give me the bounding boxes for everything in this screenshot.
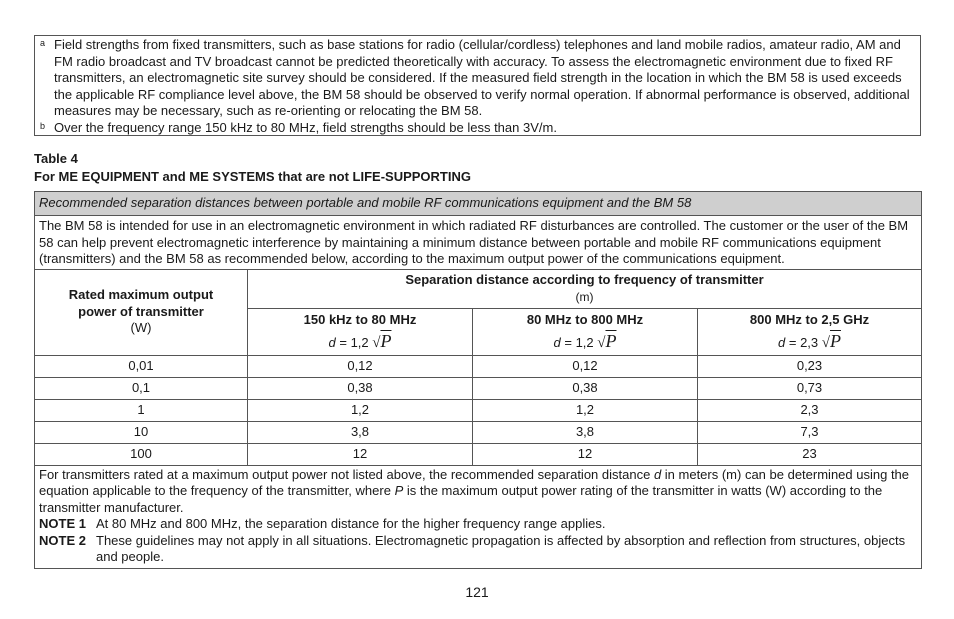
- page-content: [34, 35, 921, 569]
- cell-distance: 0,12: [248, 355, 473, 377]
- cell-distance: 1,2: [473, 399, 698, 421]
- sqrt-symbol: √: [597, 335, 606, 351]
- group-header: [248, 269, 922, 308]
- note-2: [39, 533, 917, 566]
- row-header-unit: (W): [130, 320, 152, 336]
- group-header-title: Separation distance according to frequency of transmitter: [405, 272, 764, 287]
- cell-distance: 0,73: [698, 377, 922, 399]
- table-title: For ME EQUIPMENT and ME SYSTEMS that are not LIFE-SUPPORTING: [34, 169, 471, 184]
- cell-distance: 7,3: [698, 421, 922, 443]
- cell-distance: 23: [698, 443, 922, 465]
- column-header-2: [473, 308, 698, 355]
- note-text: These guidelines may not apply in all situations. Electromagnetic propagation is affected by absorption and reflection from structures, objects and people.: [96, 532, 906, 564]
- note-label: NOTE 1: [39, 516, 86, 531]
- cell-power: 0,01: [35, 355, 248, 377]
- cell-distance: 0,38: [248, 377, 473, 399]
- cell-distance: 3,8: [248, 421, 473, 443]
- table-footer: [35, 465, 922, 568]
- column-range: 800 MHz to 2,5 GHz: [749, 311, 870, 327]
- table-row: [35, 355, 922, 377]
- table-wrap: [34, 191, 921, 569]
- cell-distance: 0,23: [698, 355, 922, 377]
- sqrt-symbol: √: [372, 335, 381, 351]
- table-number: Table 4: [34, 151, 78, 166]
- footnote-marker: a: [40, 38, 46, 48]
- footnote-text: Field strengths from fixed transmitters, such as base stations for radio (cellular/cordless) telephones and land mobile radios, amateur radio, AM and FM radio broadcast and TV broadcast cannot be predicted theoretically with accuracy. To assess the electromagnetic environment due to fixed RF transmitters, an electromagnetic site survey should be considered. If the measured field strength in the location in which the BM 58 is used exceeds the applicable RF compliance level above, the BM 58 should be observed to verify normal operation. If abnormal performance is observed, additional measures may be necessary, such as re-orienting or relocating the BM 58.: [54, 37, 910, 118]
- table-row: [35, 421, 922, 443]
- footnote-a: [40, 37, 915, 120]
- table-row: [35, 377, 922, 399]
- column-range: 80 MHz to 800 MHz: [526, 311, 644, 327]
- table-intro: The BM 58 is intended for use in an electromagnetic environment in which radiated RF disturbances are controlled. The customer or the user of the BM 58 can help prevent electromagnetic interference by maintaining a minimum distance between portable and mobile RF communications equipment (transmitters) and the BM 58 as recommended below, according to the maximum output power of the communications equipment.: [35, 216, 922, 270]
- column-formula: d = 1,2 √P: [328, 331, 392, 351]
- cell-power: 100: [35, 443, 248, 465]
- cell-distance: 0,38: [473, 377, 698, 399]
- footnote-box: [34, 35, 921, 136]
- table-row: [35, 443, 922, 465]
- table-row: [35, 399, 922, 421]
- footnote-marker: b: [40, 120, 46, 131]
- row-header: [35, 269, 248, 355]
- cell-distance: 1,2: [248, 399, 473, 421]
- cell-distance: 0,12: [473, 355, 698, 377]
- cell-distance: 3,8: [473, 421, 698, 443]
- table-caption: [34, 150, 921, 186]
- column-header-3: [698, 308, 922, 355]
- row-header-line2: power of transmitter: [78, 303, 204, 319]
- table-subtitle: Recommended separation distances between portable and mobile RF communications equipment and the BM 58: [35, 192, 922, 216]
- footnote-text: Over the frequency range 150 kHz to 80 MHz, field strengths should be less than 3V/m.: [54, 119, 557, 135]
- group-header-unit: (m): [575, 289, 594, 304]
- cell-distance: 12: [248, 443, 473, 465]
- cell-power: 10: [35, 421, 248, 443]
- footer-paragraph: For transmitters rated at a maximum output power not listed above, the recommended separation distance d in meters (m) can be determined using the equation applicable to the frequency of the transmitter, where P is the maximum output power rating of the transmitter in watts (W) according to the transmitter manufacturer.: [39, 466, 910, 515]
- column-range: 150 kHz to 80 MHz: [303, 311, 417, 327]
- note-1: [39, 516, 917, 533]
- footnote-b: [40, 120, 915, 137]
- row-header-line1: Rated maximum output: [68, 287, 214, 303]
- note-text: At 80 MHz and 800 MHz, the separation distance for the higher frequency range applies.: [96, 516, 606, 531]
- cell-distance: 2,3: [698, 399, 922, 421]
- sqrt-symbol: √: [821, 335, 830, 351]
- separation-table: [34, 191, 922, 569]
- cell-distance: 12: [473, 443, 698, 465]
- column-formula: d = 2,3 √P: [778, 331, 841, 351]
- column-formula: d = 1,2 √P: [553, 331, 617, 351]
- cell-power: 1: [35, 399, 248, 421]
- page-number: 121: [465, 584, 489, 600]
- cell-power: 0,1: [35, 377, 248, 399]
- column-header-1: [248, 308, 473, 355]
- note-label: NOTE 2: [39, 532, 86, 548]
